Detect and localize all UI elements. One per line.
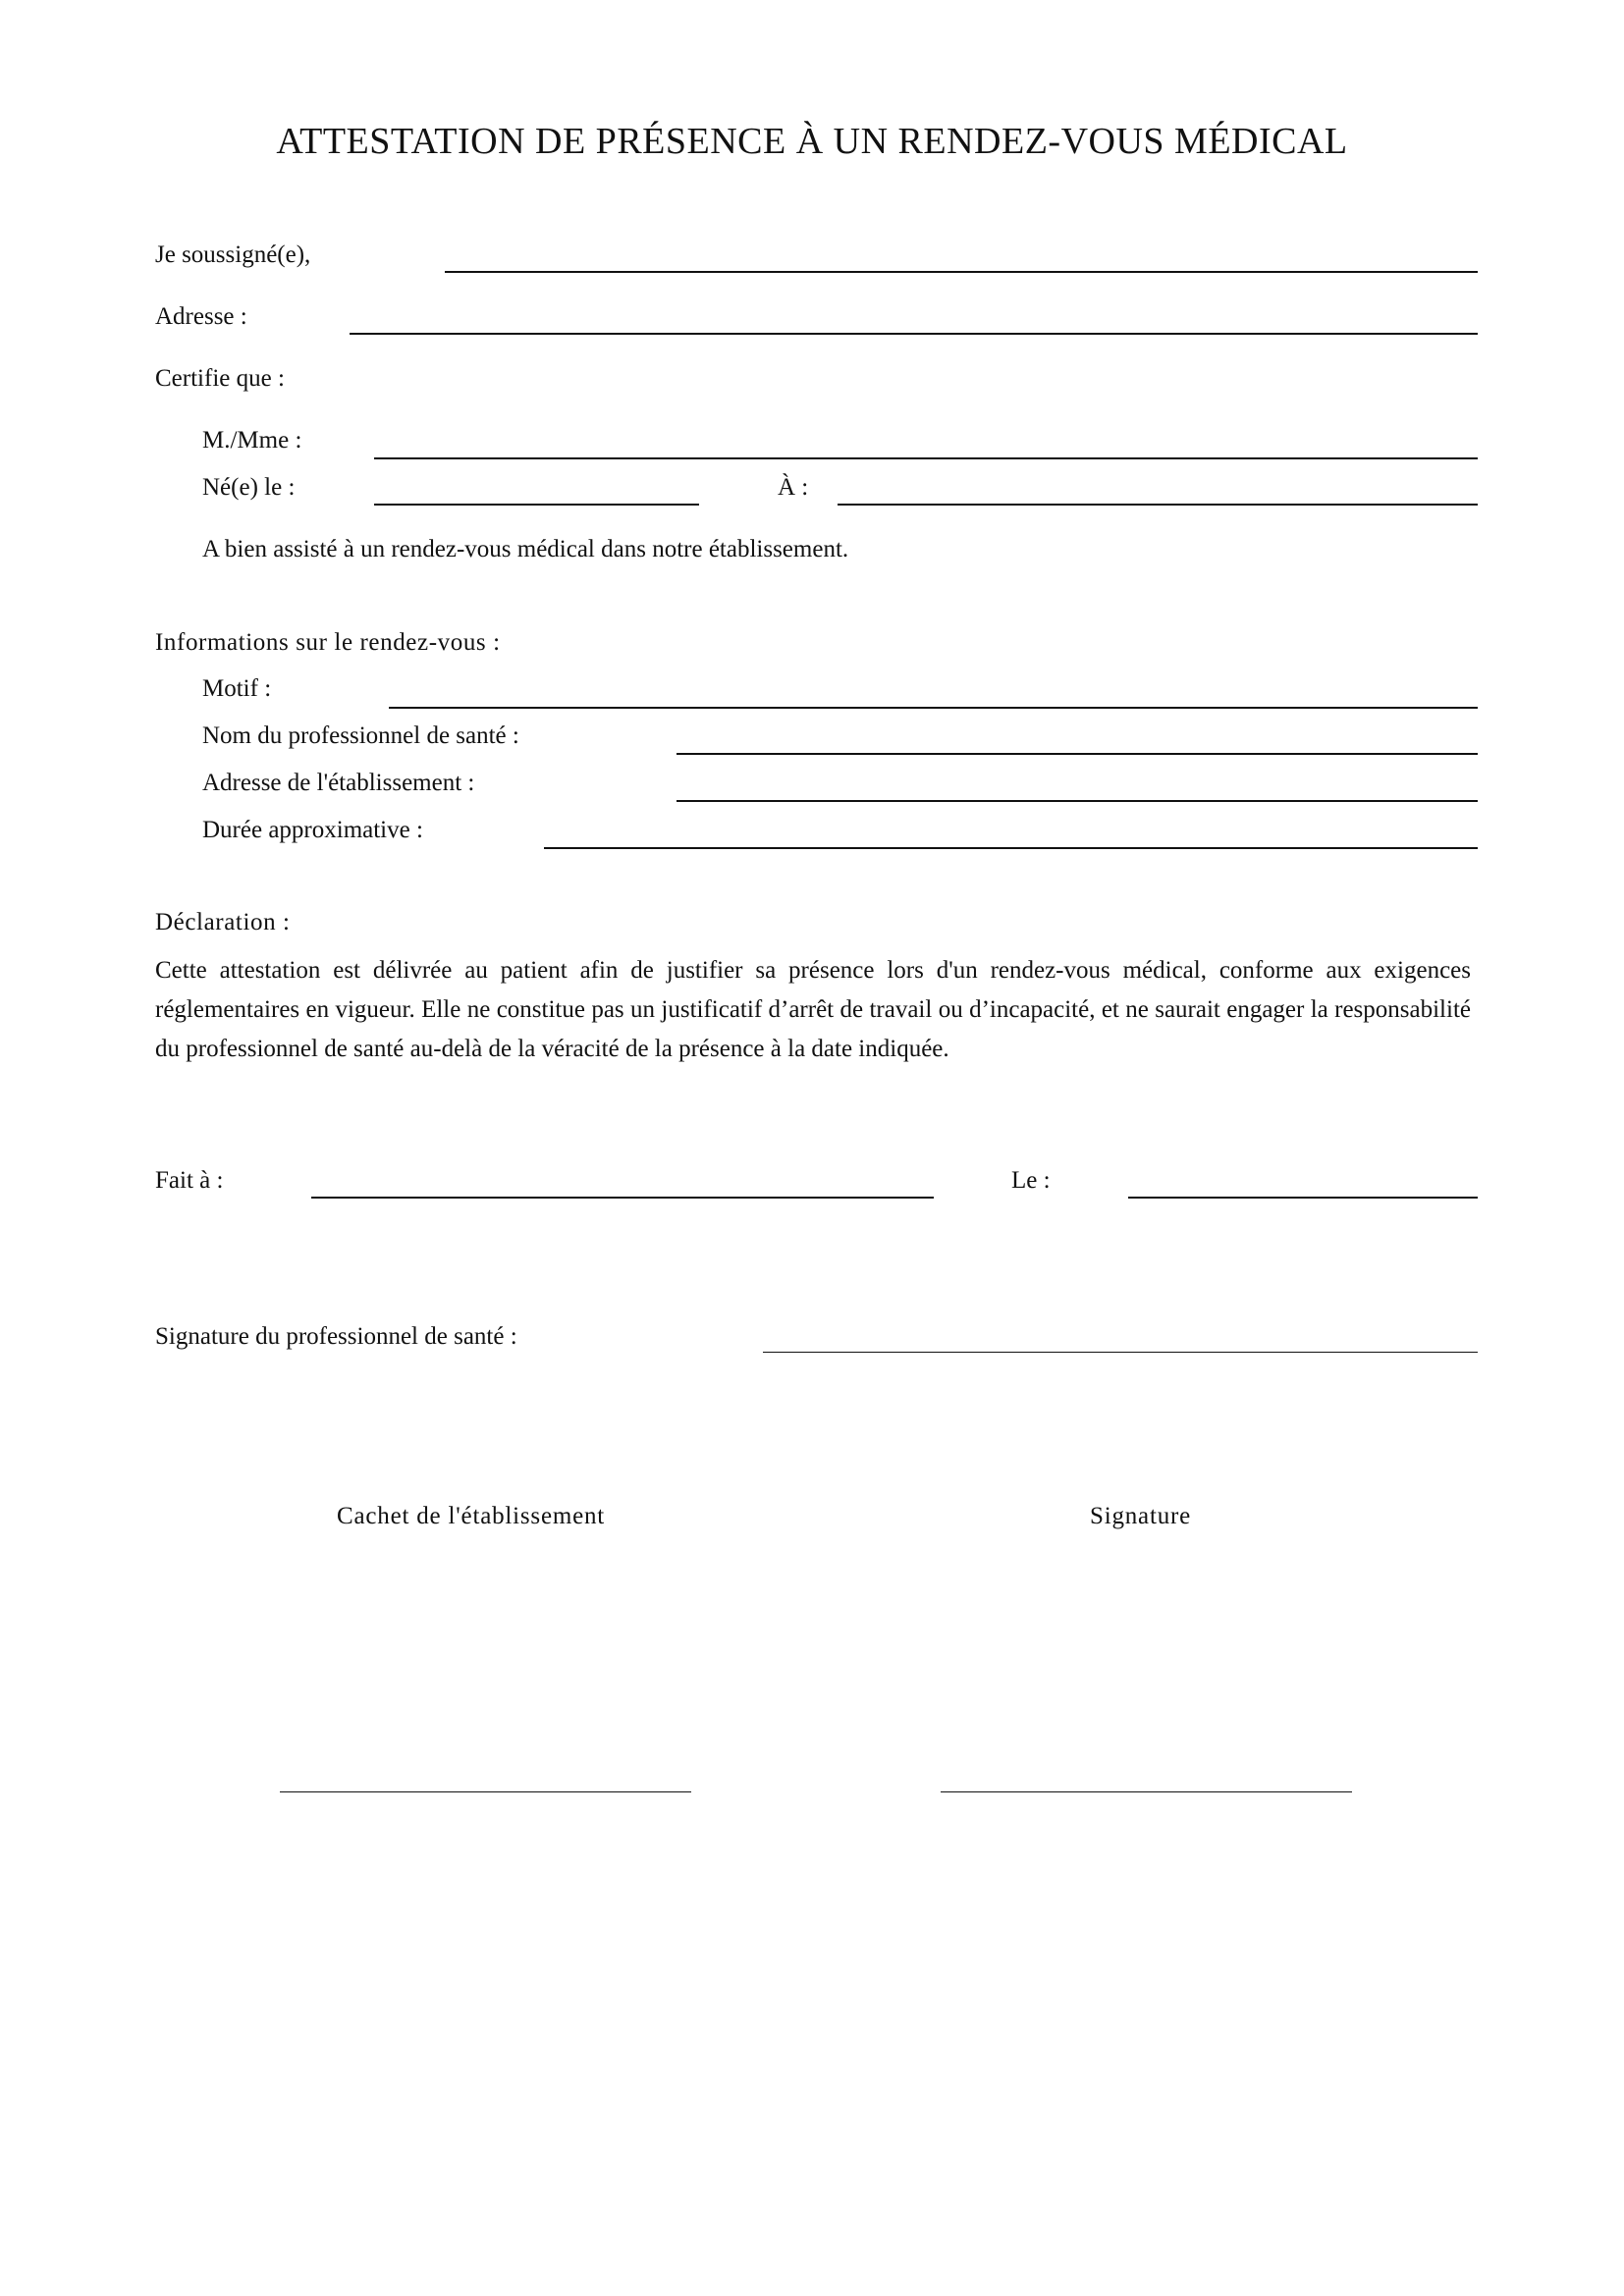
le-label: Le : xyxy=(1011,1167,1051,1194)
duree-label: Durée approximative : xyxy=(202,817,423,843)
motif-label: Motif : xyxy=(202,675,272,702)
cachet-field[interactable] xyxy=(280,1791,691,1792)
professionnel-field[interactable] xyxy=(677,753,1478,755)
soussigne-label: Je soussigné(e), xyxy=(155,241,311,268)
professionnel-label: Nom du professionnel de santé : xyxy=(202,722,519,749)
birth-place-label: À : xyxy=(778,474,809,501)
certifie-label: Certifie que : xyxy=(155,365,285,392)
signature-pro-field[interactable] xyxy=(763,1352,1478,1353)
soussigne-field[interactable] xyxy=(445,271,1478,273)
adresse-label: Adresse : xyxy=(155,303,247,330)
patient-name-field[interactable] xyxy=(374,457,1478,459)
assiste-text: A bien assisté à un rendez-vous médical dans notre établissement. xyxy=(202,536,849,562)
etablissement-field[interactable] xyxy=(677,800,1478,802)
fait-a-label: Fait à : xyxy=(155,1167,224,1194)
declaration-heading: Déclaration : xyxy=(155,909,291,935)
duree-field[interactable] xyxy=(544,847,1478,849)
rdv-heading: Informations sur le rendez-vous : xyxy=(155,629,501,656)
motif-field[interactable] xyxy=(389,707,1478,709)
birth-date-field[interactable] xyxy=(374,504,699,506)
birth-place-field[interactable] xyxy=(838,504,1478,506)
etablissement-label: Adresse de l'établissement : xyxy=(202,770,475,796)
signature-field[interactable] xyxy=(941,1791,1352,1792)
birth-date-label: Né(e) le : xyxy=(202,474,296,501)
cachet-label: Cachet de l'établissement xyxy=(337,1503,606,1529)
signature-label: Signature xyxy=(1090,1503,1192,1529)
patient-name-label: M./Mme : xyxy=(202,427,302,454)
document-title: ATTESTATION DE PRÉSENCE À UN RENDEZ-VOUS MÉDICAL xyxy=(276,121,1348,162)
date-field[interactable] xyxy=(1128,1197,1478,1199)
adresse-field[interactable] xyxy=(350,333,1478,335)
declaration-text: Cette attestation est délivrée au patient afin de justifier sa présence lors d'un rendez-vous médical, conforme aux exigences réglementaires en vigueur. Elle ne constitue pas un justificatif d’arrêt de travail ou d’incapacité, et ne saurait engager la responsabilité du professionnel de santé au-delà de la véracité de la présence à la date indiquée. xyxy=(155,957,1471,1062)
fait-a-field[interactable] xyxy=(311,1197,934,1199)
signature-pro-label: Signature du professionnel de santé : xyxy=(155,1323,517,1350)
